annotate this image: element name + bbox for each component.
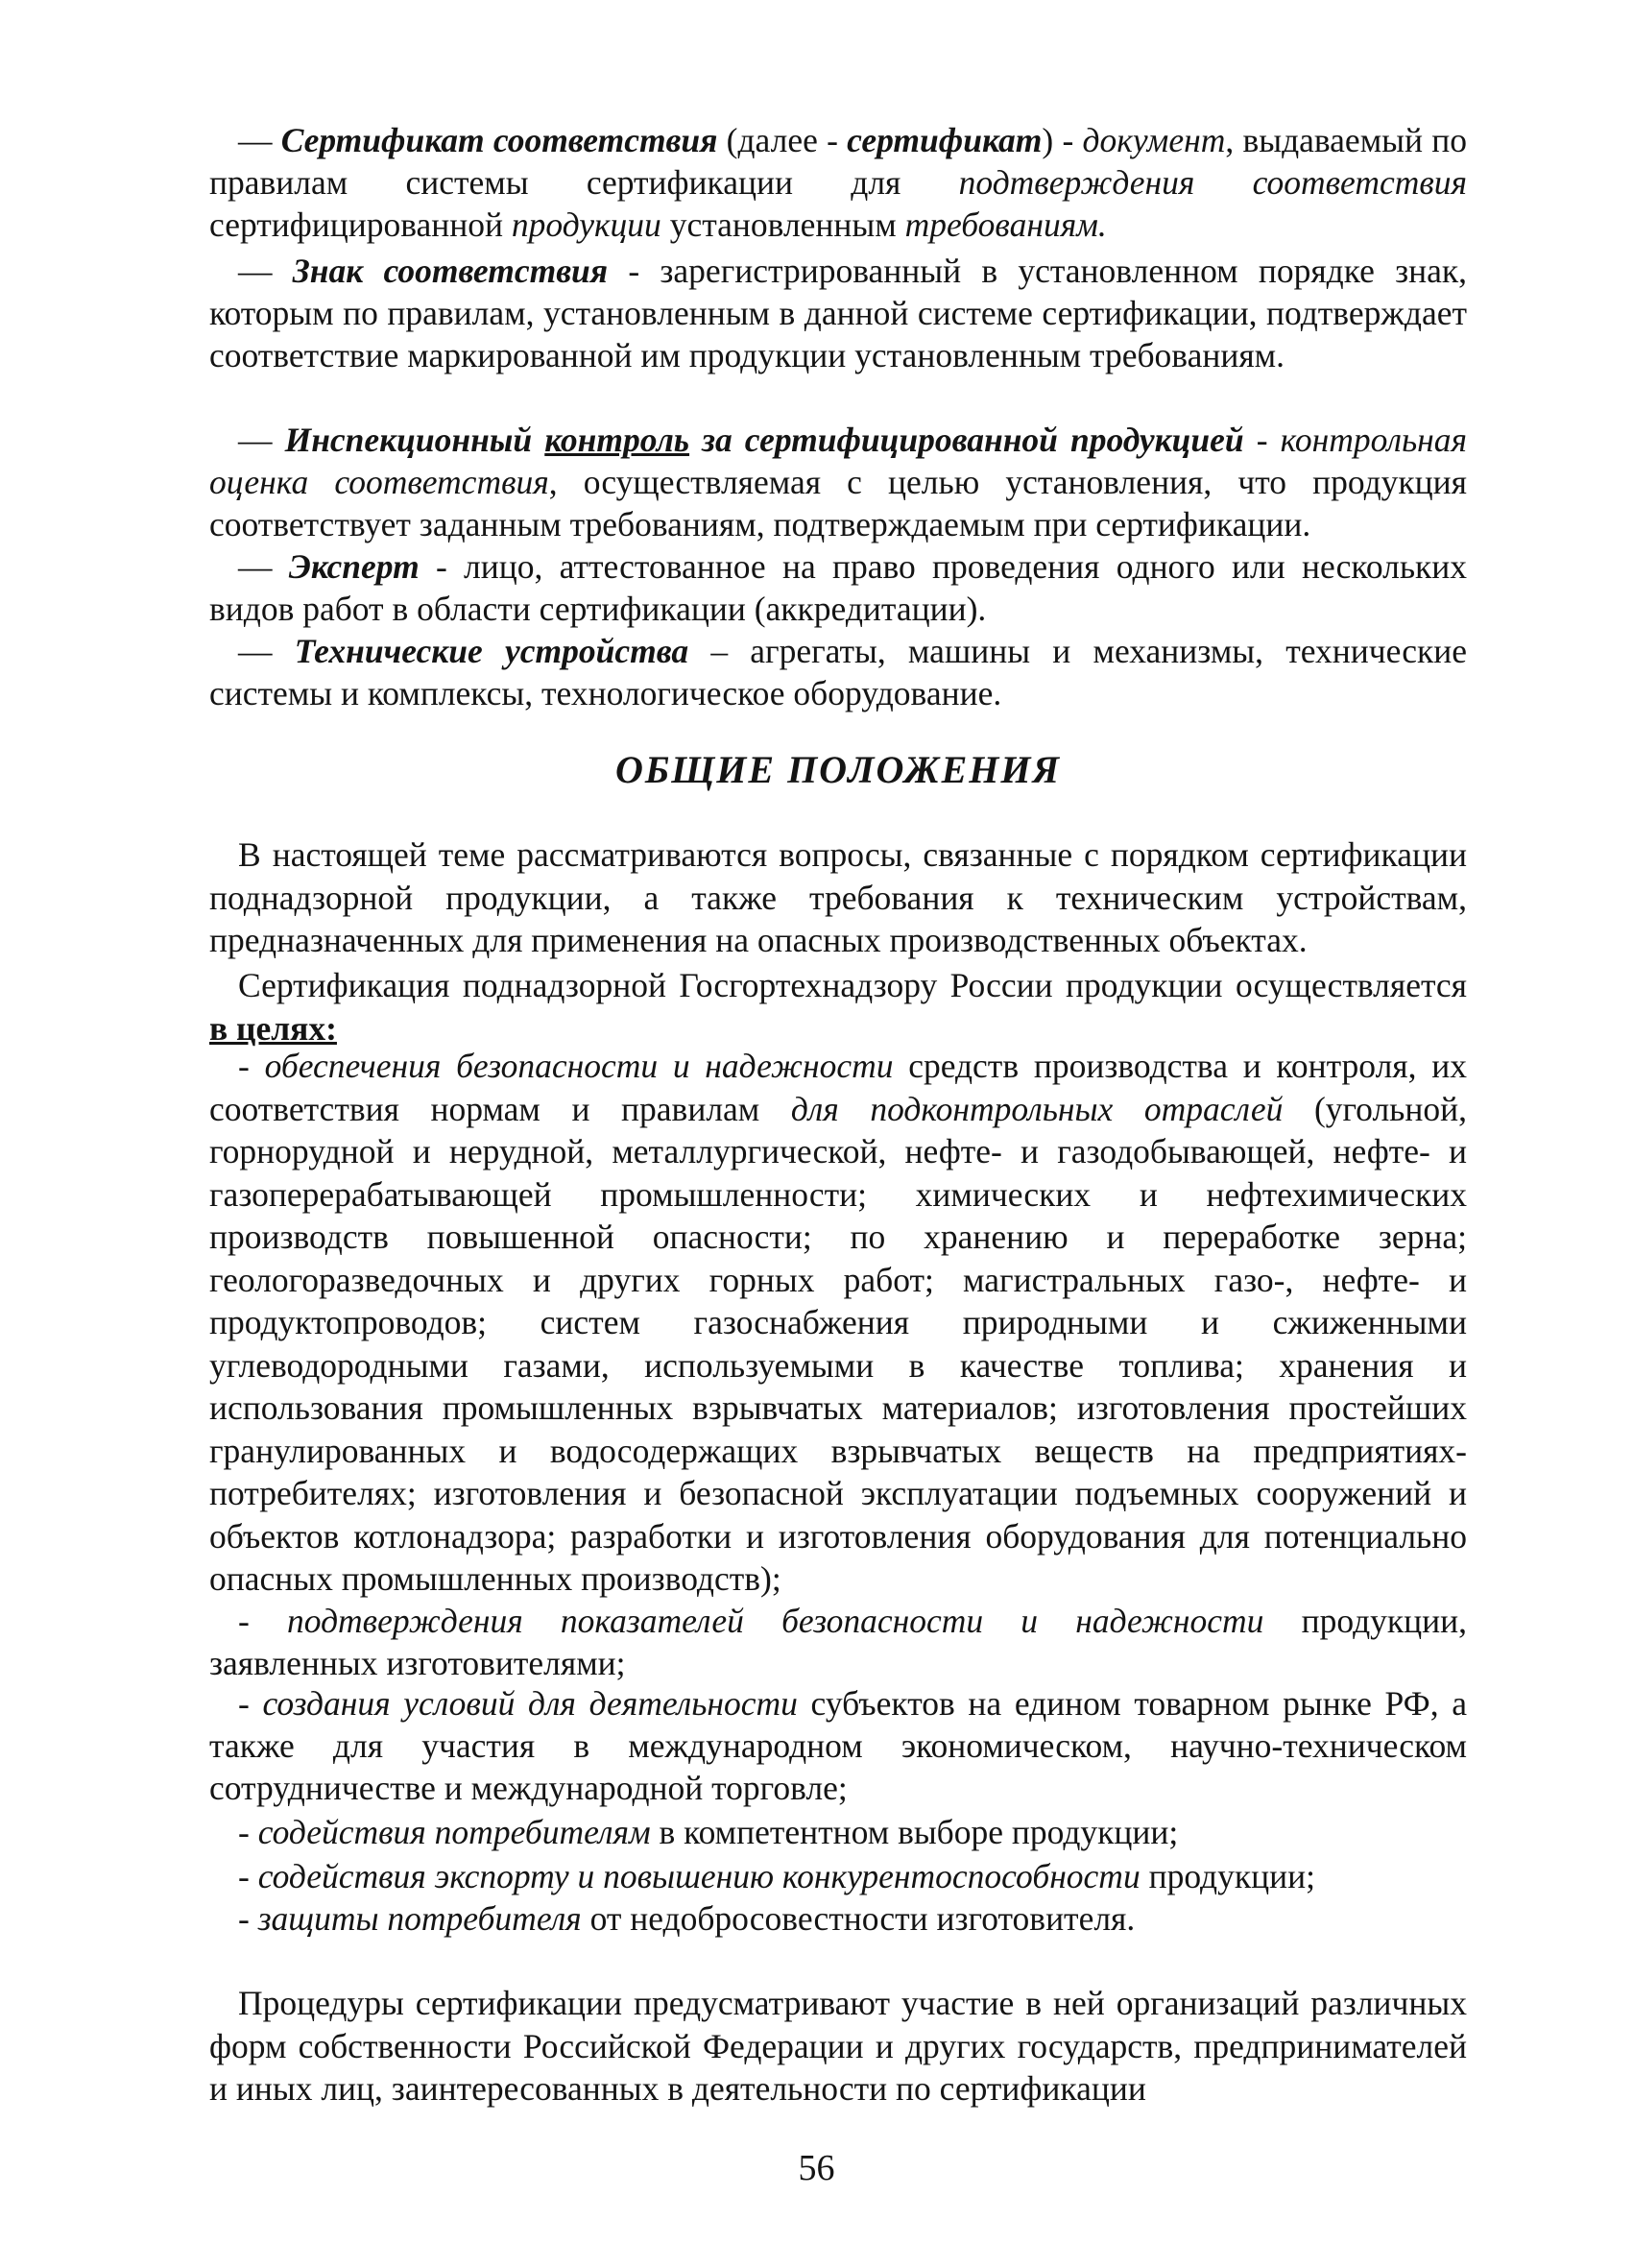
italic-text: для подконтрольных отраслей: [790, 1089, 1284, 1128]
section-heading: ОБЩИЕ ПОЛОЖЕНИЯ: [614, 748, 1062, 791]
italic-text: контрольная оценка соответствия: [209, 421, 1467, 501]
term-inspection: Инспекционный: [284, 421, 545, 459]
italic-text: обеспечения безопасности и надежности: [264, 1047, 894, 1085]
goal-text: от недобросовестности изготовителя.: [581, 1899, 1136, 1938]
page-number: 56: [798, 2148, 835, 2188]
term-expert: Эксперт: [288, 547, 420, 586]
term-inspection-rest: за сертифицированной продукцией: [689, 421, 1244, 459]
definition-text: , осуществляемая с целью установления, что продукция соответствует заданным требованиям, подтверждаемым при сертификации.: [209, 463, 1468, 543]
em-dash: —: [238, 547, 273, 586]
definition-text: , выдаваемый по правилам системы сертификации для: [209, 121, 1467, 202]
definition-text: (далее -: [717, 121, 848, 159]
list-dash: -: [238, 1684, 263, 1723]
goal-text: субъектов на едином товарном рынке РФ, а также для участия в международном экономическом, научно-техническом сотрудничестве и международной торговле;: [209, 1684, 1467, 1807]
definition-certificate: [209, 119, 1467, 246]
definition-text: ) -: [1042, 121, 1083, 159]
purpose-paragraph: [209, 964, 1467, 1050]
list-dash: -: [238, 1047, 265, 1085]
goal-text: продукции, заявленных изготовителями;: [209, 1602, 1468, 1682]
term-mark: Знак соответствия: [292, 252, 609, 290]
term-devices: Технические устройства: [294, 632, 689, 670]
goal-item: [209, 1855, 1467, 1897]
definition-text: – агрегаты, машины и механизмы, технические системы и комплексы, технологическое оборудование.: [209, 632, 1468, 712]
italic-text: продукции: [511, 205, 661, 244]
purpose-underlined: в целях:: [209, 1008, 337, 1048]
definition-text: установленным: [660, 205, 905, 244]
list-dash: -: [238, 1602, 288, 1640]
intro-paragraph: В настоящей теме рассматриваются вопросы, связанные с порядком сертификации поднадзорной продукции, а также требования к техническим устройствам, предназначенных для применения на опасных производственных объектах.: [209, 835, 1467, 959]
definition-inspection: [209, 419, 1467, 545]
em-dash: —: [238, 421, 273, 459]
em-dash: —: [238, 121, 273, 159]
definition-text: - зарегистрированный в установленном порядке знак, которым по правилам, установленным в данной системе сертификации, подтверждает соответствие маркированной им продукции установленным требованиям.: [209, 252, 1468, 374]
italic-text: требованиям.: [904, 205, 1107, 244]
em-dash: —: [238, 252, 273, 290]
italic-text: содействия потребителям: [257, 1813, 651, 1851]
goal-text: в компетентном выборе продукции;: [650, 1813, 1179, 1851]
list-dash: -: [238, 1857, 258, 1895]
goal-item: [209, 1045, 1467, 1601]
goal-text: средств производства и контроля, их соответствия нормам и правилам: [209, 1047, 1467, 1128]
term-certificate-short: сертификат: [847, 121, 1043, 159]
goal-text: продукции;: [1140, 1857, 1315, 1895]
list-dash: -: [238, 1813, 258, 1851]
italic-text: подтверждения соответствия: [958, 163, 1468, 202]
goal-item: [209, 1811, 1467, 1853]
italic-text: подтверждения показателей безопасности и надежности: [287, 1602, 1264, 1640]
goal-text: (угольной, горнорудной и нерудной, металлургической, нефте- и газодобывающей, нефте- и газоперерабатывающей промышленности; химических и нефтехимических производств повышенной опасности; по хранению и переработке зерна; геологоразведочных и других горных работ; магистральных газо-, нефте- и продуктопроводов; систем газоснабжения природными и сжиженными углеводородными газами, используемыми в качестве топлива; хранения и использования промышленных взрывчатых материалов; изготовления простейших гранулированных и водосодержащих взрывчатых веществ на предприятиях-потребителях; изготовления и безопасной эксплуатации подъемных сооружений и объектов котлонадзора; разработки и изготовления оборудования для потенциально опасных промышленных производств);: [209, 1089, 1467, 1598]
italic-text: создания условий для деятельности: [262, 1684, 798, 1723]
goal-item: [209, 1897, 1467, 1940]
em-dash: —: [238, 632, 273, 670]
definition-text: - лицо, аттестованное на право проведения одного или нескольких видов работ в области сертификации (аккредитации).: [209, 547, 1468, 628]
closing-paragraph: Процедуры сертификации предусматривают участие в ней организаций различных форм собственности Российской Федерации и других государств, предпринимателей и иных лиц, заинтересованных в деятельности по сертификации: [209, 1984, 1467, 2108]
definition-expert: [209, 545, 1467, 630]
definition-text: -: [1243, 421, 1281, 459]
goal-item: [209, 1682, 1467, 1809]
term-certificate: Сертификат соответствия: [280, 121, 718, 159]
italic-text: защиты потребителя: [257, 1899, 582, 1938]
italic-text: содействия экспорту и повышению конкурентоспособности: [257, 1857, 1141, 1895]
italic-text: документ: [1082, 121, 1226, 159]
goal-item: [209, 1600, 1467, 1684]
term-inspection-underlined: контроль: [544, 421, 690, 459]
list-dash: -: [238, 1899, 258, 1938]
definition-text: сертифицированной: [209, 205, 512, 244]
definition-devices: [209, 630, 1467, 714]
purpose-text: Сертификация поднадзорной Госгортехнадзору России продукции осуществляется: [238, 966, 1467, 1004]
definition-mark: [209, 250, 1467, 376]
